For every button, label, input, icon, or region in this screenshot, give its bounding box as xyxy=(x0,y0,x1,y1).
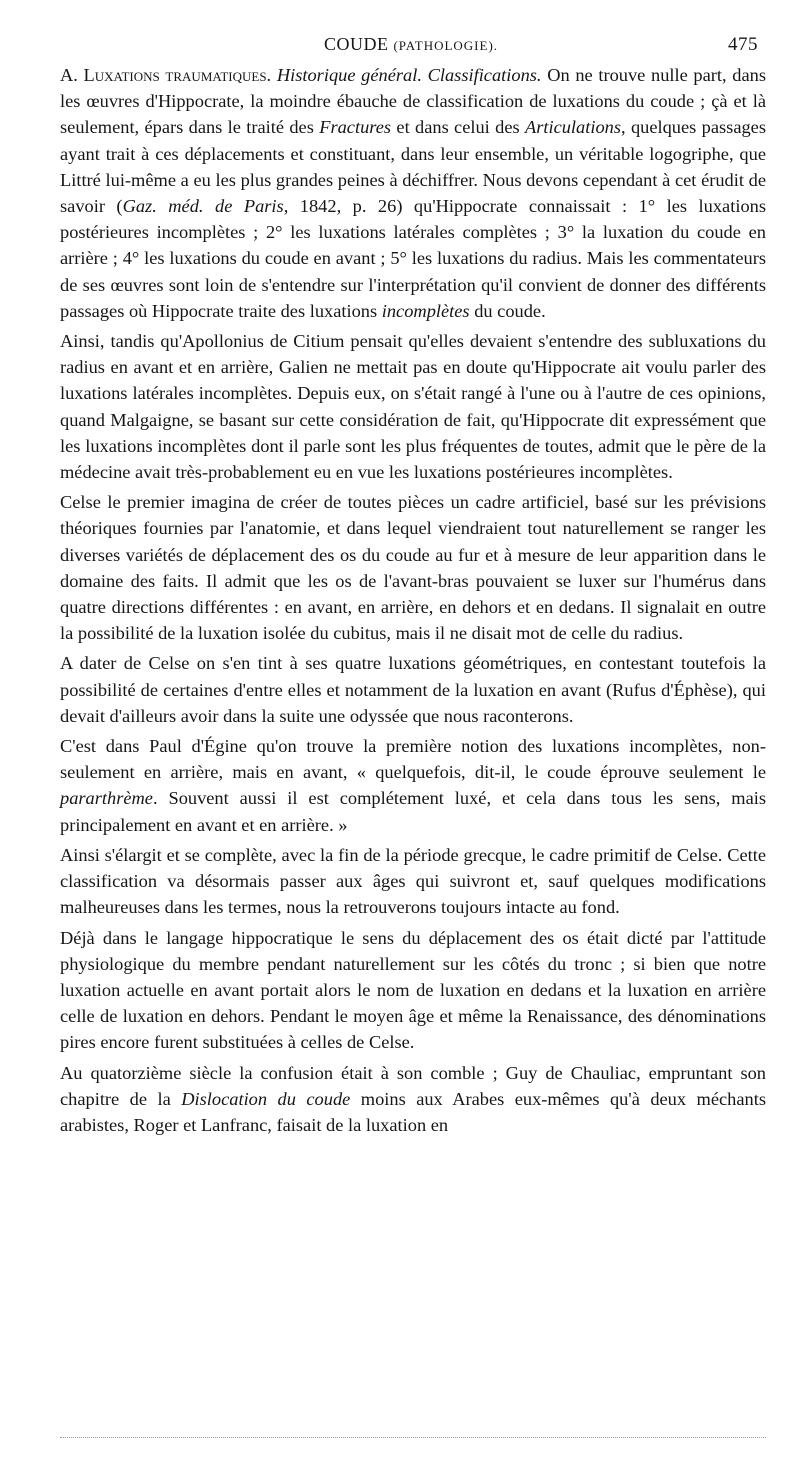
paragraph-hippocratique: Déjà dans le langage hippocratique le sens du déplacement des os était dicté par l'attitude physiologique du membre pendant naturellement sur les côtés du tronc ; si bien que notre luxation actuelle en avant portait alors le nom de luxation en dedans et la luxation en arrière celle de luxation en dehors. Pendant le moyen âge et même la Renaissance, des dénominations pires encore furent substituées à celles de Celse. xyxy=(60,927,766,1053)
intro-text-4: , 1842, p. 26) qu'Hippocrate connaissait : 1° les luxations postérieures incomplètes ; 2° les luxations latérales complètes ; 3° la luxation du coude en arrière ; 4° les luxations du coude en avant ; 5° les luxations du radius. Mais les commentateurs de ses œuvres sont loin de s'entendre sur l'interprétation qu'il convient de donner des différents passages où Hippocrate traite des luxations xyxy=(60,196,766,321)
paragraph-intro xyxy=(60,62,766,324)
section-lead: A. Luxations traumatiques. xyxy=(60,65,272,85)
paul-text-2: . Souvent aussi il est complétement luxé, et cela dans tous les sens, mais principalement en avant et en arrière. » xyxy=(60,788,766,835)
intro-text-2: et dans celui des xyxy=(391,117,525,138)
paragraph-grecque: Ainsi s'élargit et se complète, avec la fin de la période grecque, le cadre primitif de Celse. Cette classification va désormais passer aux âges qui suivront et, sauf quelques modifications malheureuses dans les termes, nous la retrouverons toujours intacte au fond. xyxy=(60,844,766,918)
intro-italic-2: Articulations xyxy=(524,117,622,138)
paul-italic-1: pararthrème xyxy=(60,788,153,809)
paragraph-apollonius: Ainsi, tandis qu'Apollonius de Citium pensait qu'elles devaient s'entendre des subluxations du radius en avant et en arrière, Galien ne mettait pas en doute qu'Hippocrate ait voulu parler des luxations latérales incomplètes. Depuis eux, on s'était rangé à l'une ou à l'autre de ces opinions, quand Malgaigne, se basant sur cette considération de fait, qu'Hippocrate dit expressément que les luxations incomplètes dont il parle sont les plus fréquentes de toutes, admit que le père de la médecine avait très-probablement eu en vue les luxations postérieures incomplètes. xyxy=(60,331,766,483)
running-title xyxy=(60,34,762,55)
paragraph-chauliac xyxy=(60,1060,766,1139)
intro-text-1: On ne trouve nulle part, dans les œuvres d'Hippocrate, la moindre ébauche de classification de luxations du coude ; çà et là seulement, épars dans le traité des xyxy=(60,65,766,138)
paul-text-1: C'est dans Paul d'Égine qu'on trouve la première notion des luxations incomplètes, non-seulement en arrière, mais en avant, « quelquefois, dit-il, le coude éprouve seulement le xyxy=(60,736,766,783)
section-heading: Historique général. Classifications. xyxy=(276,65,542,85)
intro-text-3: , quelques passages ayant trait à ces déplacements et constituant, dans leur ensemble, un véritable logogriphe, que Littré lui-même a eu les plus grandes peines à déchiffrer. Nous devons cependant à cet érudit de savoir ( xyxy=(60,117,766,217)
intro-italic-4: incomplètes xyxy=(381,300,470,321)
intro-text-5: du coude. xyxy=(469,300,546,321)
page-number: 475 xyxy=(728,34,758,55)
running-head xyxy=(60,34,762,58)
chauliac-text-2: moins aux Arabes eux-mêmes qu'à deux méchants arabistes, Roger et Lanfranc, faisait de la luxation en xyxy=(60,1088,766,1135)
running-title-main: COUDE xyxy=(323,34,389,54)
intro-italic-3: Gaz. méd. de Paris xyxy=(122,196,284,217)
running-title-sub: (PATHOLOGIE). xyxy=(393,38,499,53)
intro-italic-1: Fractures xyxy=(319,117,392,138)
paragraph-paul xyxy=(60,733,766,838)
page-body xyxy=(60,62,766,1142)
paragraph-celse: Celse le premier imagina de créer de toutes pièces un cadre artificiel, basé sur les prévisions théoriques fournies par l'anatomie, et dans lequel viendraient tout naturellement se ranger les diverses variétés de déplacement des os du coude au fur et à mesure de leur apparition dans le domaine des faits. Il admit que les os de l'avant-bras pouvaient se luxer sur l'humérus dans quatre directions différentes : en avant, en arrière, en dehors et en dedans. Il signalait en outre la possibilité de la luxation isolée du cubitus, mais il ne disait mot de celle du radius. xyxy=(60,492,766,644)
chauliac-italic-1: Dislocation du coude xyxy=(181,1088,351,1109)
bottom-dotted-rule xyxy=(60,1437,766,1438)
paragraph-rufus: A dater de Celse on s'en tint à ses quatre luxations géométriques, en contestant toutefois la possibilité de certaines d'entre elles et notamment de la luxation en avant (Rufus d'Éphèse), qui devait d'ailleurs avoir dans la suite une odyssée que nous raconterons. xyxy=(60,653,766,726)
chauliac-text-1: Au quatorzième siècle la confusion était à son comble ; Guy de Chauliac, empruntant son chapitre de la xyxy=(60,1062,766,1109)
